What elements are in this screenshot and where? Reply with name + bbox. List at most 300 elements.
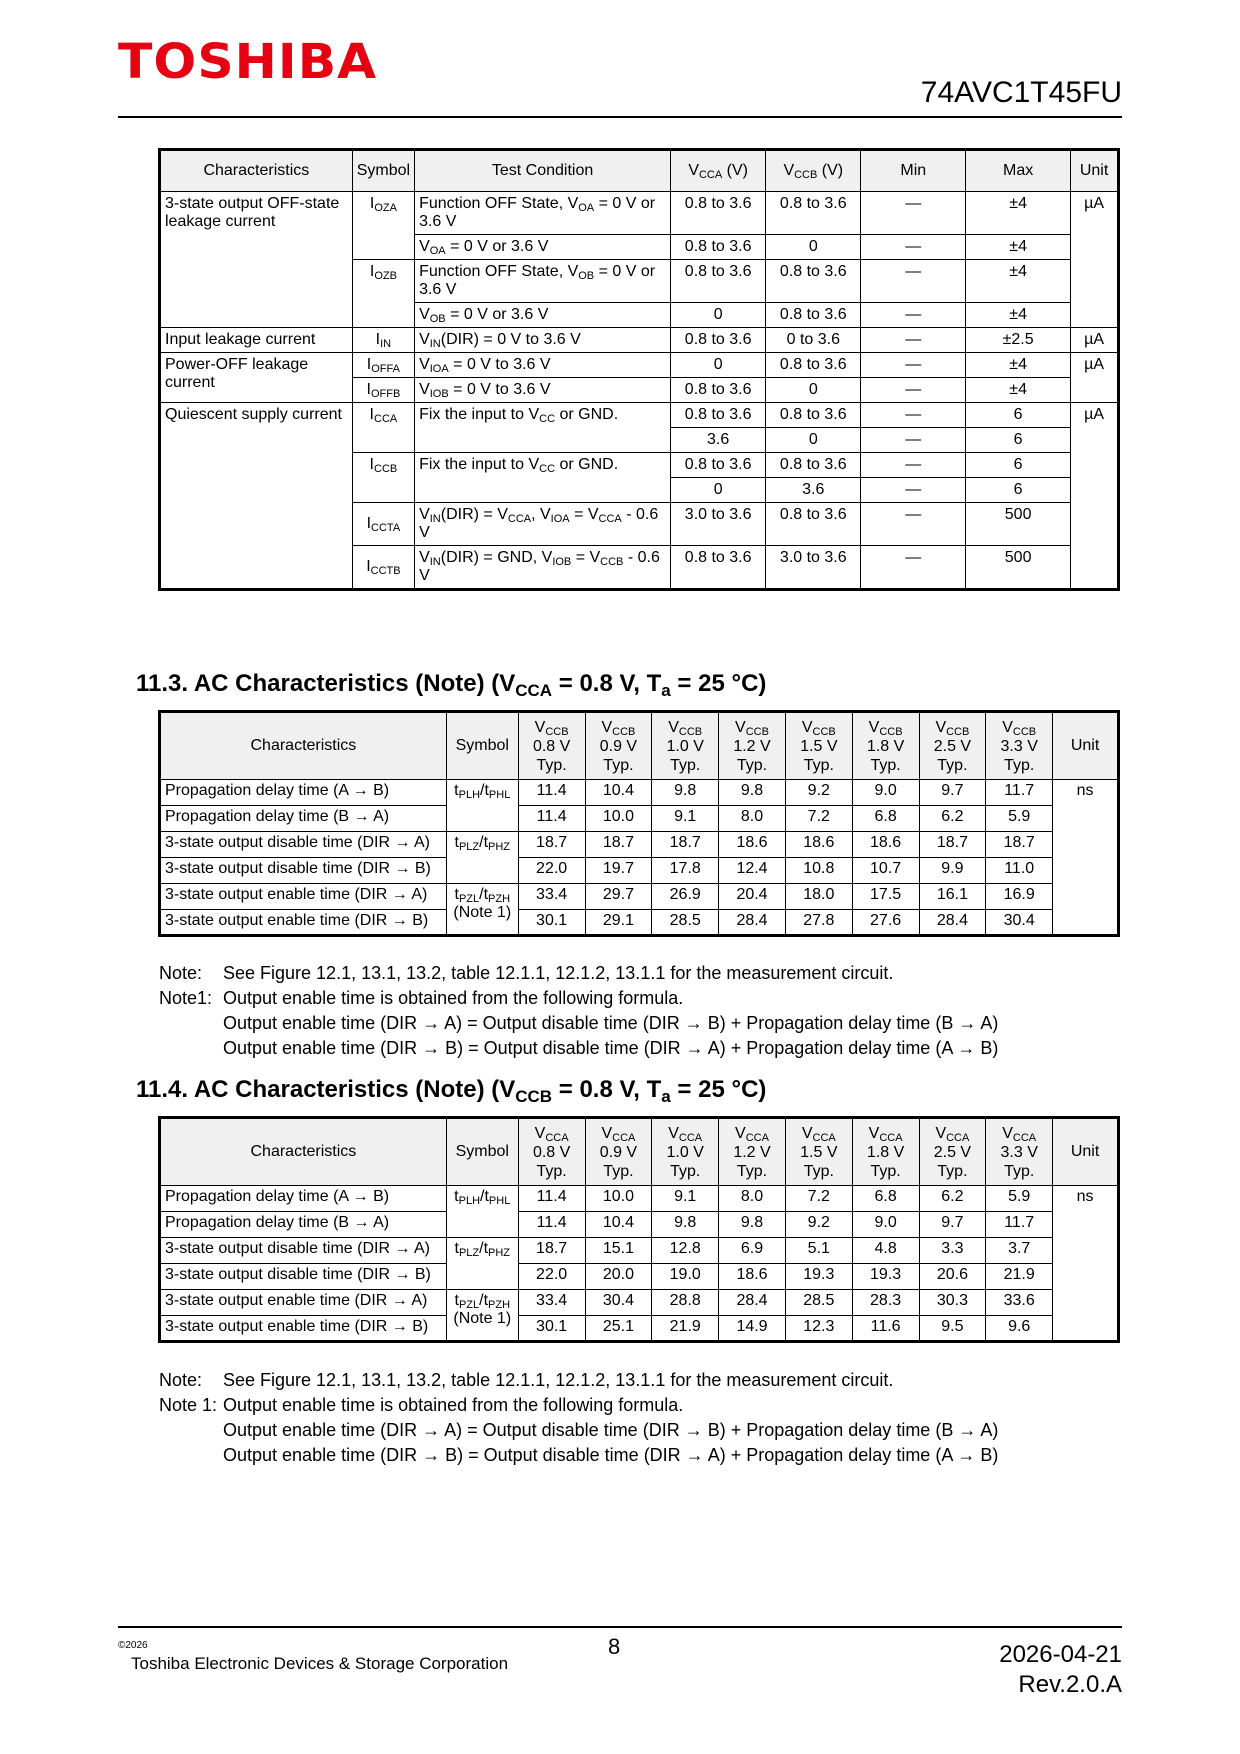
cell-typ-value: 11.6 <box>852 1316 919 1342</box>
cell-typ-value: 10.8 <box>785 858 852 884</box>
header-characteristics: Characteristics <box>160 150 353 192</box>
dc-characteristics-table <box>158 148 1120 591</box>
cell-typ-value: 20.6 <box>919 1264 986 1290</box>
cell-typ-value: 14.9 <box>719 1316 786 1342</box>
cell-symbol: $I_{OFFB}$ <box>352 378 414 403</box>
cell-min: — <box>861 303 966 328</box>
cell-vccb: 3.0 to 3.6 <box>766 546 861 590</box>
cell-typ-value: 28.8 <box>652 1290 719 1316</box>
cell-typ-value: 30.1 <box>518 910 585 936</box>
cell-min: — <box>861 378 966 403</box>
table-header-row <box>160 150 1119 192</box>
cell-vccb: 0.8 to 3.6 <box>766 403 861 428</box>
cell-vcca: 0 <box>671 478 766 503</box>
cell-characteristics: 3-state output disable time (DIR → B) <box>160 1264 447 1290</box>
cell-min: — <box>861 192 966 235</box>
cell-min: — <box>861 478 966 503</box>
cell-typ-value: 6.2 <box>919 806 986 832</box>
cell-typ-value: 15.1 <box>585 1238 652 1264</box>
note-label: Note 1: <box>159 1395 218 1415</box>
table-row <box>160 1316 1119 1342</box>
cell-typ-value: 6.2 <box>919 1186 986 1212</box>
cell-typ-value: 6.8 <box>852 806 919 832</box>
cell-vcca: 3.6 <box>671 428 766 453</box>
cell-typ-value: 19.0 <box>652 1264 719 1290</box>
cell-typ-value: 9.7 <box>919 1212 986 1238</box>
cell-min: — <box>861 503 966 546</box>
header-vcc: $V_{CCB}$ <box>668 718 703 738</box>
cell-vccb: 0.8 to 3.6 <box>766 303 861 328</box>
cell-typ-value: 18.0 <box>785 884 852 910</box>
cell-vcca: 0.8 to 3.6 <box>671 403 766 428</box>
cell-typ-value: 18.7 <box>919 832 986 858</box>
cell-vccb: 0 <box>766 378 861 403</box>
cell-typ-value: 5.9 <box>986 806 1053 832</box>
header-vcc: $V_{CCA}$ <box>601 1124 636 1144</box>
header-volt: 1.5 V <box>800 737 838 755</box>
cell-symbol <box>446 884 518 936</box>
header-typ: Typ. <box>803 756 834 774</box>
cell-typ-value: 18.6 <box>785 832 852 858</box>
cell-symbol: $I_{OFFA}$ <box>352 353 414 378</box>
cell-typ-value: 9.8 <box>652 1212 719 1238</box>
toshiba-logo: TOSHIBA <box>118 34 378 90</box>
cell-typ-value: 9.2 <box>785 780 852 806</box>
header-voltage <box>785 712 852 780</box>
section-heading-11-4: 11.4. AC Characteristics (Note) ($V_{CCB} = 0.8$ V, $T_a = 25$ °C) <box>136 1076 767 1106</box>
cell-typ-value: 28.4 <box>919 910 986 936</box>
cell-characteristics: Power-OFF leakage current <box>160 353 353 403</box>
header-vcca: $V_{CCA}$ (V) <box>671 150 766 192</box>
cell-vccb: 3.6 <box>766 478 861 503</box>
header-volt: 2.5 V <box>933 1143 972 1161</box>
symbol-text: $t_{PLZ}/t_{PHZ}$ <box>454 834 511 853</box>
cell-typ-value: 3.7 <box>986 1238 1053 1264</box>
header-vcc: $V_{CCA}$ <box>868 1124 903 1144</box>
cell-max: ±4 <box>966 235 1071 260</box>
header-symbol: Symbol <box>446 712 518 780</box>
header-vcc: $V_{CCA}$ <box>935 1124 970 1144</box>
cell-vcca: 0.8 to 3.6 <box>671 235 766 260</box>
note-label: Note: <box>159 963 203 983</box>
cell-typ-value: 11.0 <box>986 858 1053 884</box>
cell-max: 6 <box>966 403 1071 428</box>
cell-unit: µA <box>1071 192 1119 328</box>
cell-characteristics: 3-state output enable time (DIR → A) <box>160 884 447 910</box>
cell-typ-value: 11.4 <box>518 780 585 806</box>
cell-typ-value: 10.0 <box>585 806 652 832</box>
cell-typ-value: 16.9 <box>986 884 1053 910</box>
cell-typ-value: 10.4 <box>585 1212 652 1238</box>
cell-typ-value: 30.4 <box>986 910 1053 936</box>
cell-max: ±4 <box>966 378 1071 403</box>
cell-min: — <box>861 353 966 378</box>
cell-typ-value: 17.5 <box>852 884 919 910</box>
cell-unit: µA <box>1071 328 1119 353</box>
note-text: Output enable time is obtained from the following formula. <box>223 988 684 1008</box>
header-vcc: $V_{CCB}$ <box>1002 718 1037 738</box>
cell-typ-value: 30.4 <box>585 1290 652 1316</box>
header-vcc: $V_{CCB}$ <box>735 718 769 738</box>
corporation-name: Toshiba Electronic Devices & Storage Corporation <box>131 1654 509 1673</box>
cell-max: 6 <box>966 478 1071 503</box>
header-volt: 1.0 V <box>666 737 704 755</box>
cell-unit: ns <box>1053 780 1119 936</box>
cell-typ-value: 26.9 <box>652 884 719 910</box>
cell-characteristics: Propagation delay time (B → A) <box>160 1212 447 1238</box>
cell-min: — <box>861 428 966 453</box>
cell-typ-value: 10.7 <box>852 858 919 884</box>
header-voltage <box>919 1118 986 1186</box>
table-row <box>160 858 1119 884</box>
cell-vcca: 0.8 to 3.6 <box>671 546 766 590</box>
table-row <box>160 1264 1119 1290</box>
cell-typ-value: 9.8 <box>719 780 786 806</box>
cell-typ-value: 6.9 <box>719 1238 786 1264</box>
header-rule <box>118 116 1122 118</box>
cell-vccb: 0 <box>766 428 861 453</box>
cell-condition: $V_{IN}(DIR) = V_{CCA}$, $V_{IOA} = V_{CCA} - 0.6$ V <box>415 503 671 546</box>
cell-vccb: 0.8 to 3.6 <box>766 353 861 378</box>
cell-typ-value: 16.1 <box>919 884 986 910</box>
symbol-note: (Note 1) <box>453 1310 512 1327</box>
header-voltage <box>719 1118 786 1186</box>
cell-typ-value: 18.7 <box>986 832 1053 858</box>
cell-typ-value: 12.3 <box>785 1316 852 1342</box>
cell-typ-value: 9.7 <box>919 780 986 806</box>
note-formula: Output enable time (DIR → A) = Output disable time (DIR → B) + Propagation delay time (B → A) <box>223 1420 999 1440</box>
header-vcc: $V_{CCA}$ <box>668 1124 703 1144</box>
cell-condition: Function OFF State, $V_{OA} = 0$ V or 3.6 V <box>415 192 671 235</box>
header-typ: Typ. <box>1004 1162 1035 1180</box>
table-row <box>160 328 1119 353</box>
cell-typ-value: 22.0 <box>518 1264 585 1290</box>
header-volt: 1.2 V <box>733 737 771 755</box>
header-volt: 0.8 V <box>532 737 571 755</box>
cell-typ-value: 5.9 <box>986 1186 1053 1212</box>
cell-vcca: 0.8 to 3.6 <box>671 192 766 235</box>
header-typ: Typ. <box>736 1162 768 1180</box>
header-volt: 1.5 V <box>800 1143 838 1161</box>
cell-typ-value: 6.8 <box>852 1186 919 1212</box>
symbol-text: $t_{PLH}/t_{PHL}$ <box>454 782 511 801</box>
cell-typ-value: 8.0 <box>719 806 786 832</box>
cell-symbol: $I_{IN}$ <box>352 328 414 353</box>
cell-min: — <box>861 260 966 303</box>
header-typ: Typ. <box>937 1162 968 1180</box>
cell-typ-value: 19.3 <box>852 1264 919 1290</box>
header-vccb: $V_{CCB}$ (V) <box>766 150 861 192</box>
cell-symbol <box>446 1290 518 1342</box>
cell-condition: $V_{IN}(DIR)$ = GND, $V_{IOB} = V_{CCB} - 0.6$ V <box>415 546 671 590</box>
table-row <box>160 806 1119 832</box>
header-typ: Typ. <box>670 756 701 774</box>
cell-typ-value: 18.7 <box>652 832 719 858</box>
note-formula: Output enable time (DIR → B) = Output disable time (DIR → A) + Propagation delay time (A → B) <box>223 1445 999 1465</box>
header-vcc: $V_{CCA}$ <box>1002 1124 1037 1144</box>
symbol-text: $t_{PLH}/t_{PHL}$ <box>454 1188 511 1207</box>
cell-typ-value: 10.4 <box>585 780 652 806</box>
header-min: Min <box>861 150 966 192</box>
cell-typ-value: 18.6 <box>852 832 919 858</box>
cell-unit: ns <box>1053 1186 1119 1342</box>
header-typ: Typ. <box>1004 756 1035 774</box>
note-formula: Output enable time (DIR → B) = Output disable time (DIR → A) + Propagation delay time (A → B) <box>223 1038 999 1058</box>
note-text: See Figure 12.1, 13.1, 13.2, table 12.1.1, 12.1.2, 13.1.1 for the measurement circuit. <box>223 963 894 983</box>
cell-typ-value: 29.1 <box>585 910 652 936</box>
cell-typ-value: 28.5 <box>652 910 719 936</box>
cell-typ-value: 20.0 <box>585 1264 652 1290</box>
cell-max: ±4 <box>966 260 1071 303</box>
cell-unit: µA <box>1071 403 1119 590</box>
cell-typ-value: 11.4 <box>518 1186 585 1212</box>
header-unit: Unit <box>1053 1118 1119 1186</box>
cell-typ-value: 9.6 <box>986 1316 1053 1342</box>
cell-typ-value: 11.7 <box>986 1212 1053 1238</box>
symbol-note: (Note 1) <box>453 904 512 921</box>
part-number: 74AVC1T45FU <box>920 76 1122 109</box>
footer-rule <box>118 1626 1122 1628</box>
cell-vccb: 0 to 3.6 <box>766 328 861 353</box>
cell-typ-value: 11.4 <box>518 806 585 832</box>
header-voltage <box>852 1118 919 1186</box>
cell-symbol <box>446 832 518 884</box>
header-volt: 1.8 V <box>866 1143 905 1161</box>
cell-vcca: 0.8 to 3.6 <box>671 328 766 353</box>
ac-characteristics-table <box>158 710 1120 937</box>
header-characteristics: Characteristics <box>160 1118 447 1186</box>
header-unit: Unit <box>1053 712 1119 780</box>
cell-symbol: $I_{CCB}$ <box>352 453 414 503</box>
cell-typ-value: 11.4 <box>518 1212 585 1238</box>
symbol-text: $t_{PZL}/t_{PZH}$ <box>454 886 511 905</box>
cell-vcca: 0.8 to 3.6 <box>671 378 766 403</box>
table-row <box>160 910 1119 936</box>
header-max: Max <box>966 150 1071 192</box>
cell-typ-value: 30.1 <box>518 1316 585 1342</box>
cell-typ-value: 29.7 <box>585 884 652 910</box>
cell-typ-value: 18.7 <box>518 832 585 858</box>
cell-min: — <box>861 546 966 590</box>
cell-typ-value: 20.4 <box>719 884 786 910</box>
table-header-row <box>160 712 1119 780</box>
header-volt: 0.9 V <box>599 1143 638 1161</box>
cell-vccb: 0 <box>766 235 861 260</box>
header-characteristics: Characteristics <box>160 712 447 780</box>
cell-characteristics: Propagation delay time (A → B) <box>160 780 447 806</box>
table-row <box>160 832 1119 858</box>
cell-typ-value: 7.2 <box>785 806 852 832</box>
cell-typ-value: 4.8 <box>852 1238 919 1264</box>
cell-typ-value: 33.6 <box>986 1290 1053 1316</box>
cell-typ-value: 27.6 <box>852 910 919 936</box>
cell-typ-value: 7.2 <box>785 1186 852 1212</box>
header-volt: 2.5 V <box>933 737 972 755</box>
cell-typ-value: 21.9 <box>652 1316 719 1342</box>
symbol-text: $t_{PLZ}/t_{PHZ}$ <box>454 1240 511 1259</box>
cell-characteristics: Propagation delay time (B → A) <box>160 806 447 832</box>
cell-condition: $V_{IN}(DIR) = 0$ V to 3.6 V <box>415 328 671 353</box>
table-row <box>160 780 1119 806</box>
cell-typ-value: 18.6 <box>719 1264 786 1290</box>
cell-characteristics: 3-state output enable time (DIR → B) <box>160 910 447 936</box>
cell-typ-value: 18.7 <box>585 832 652 858</box>
cell-characteristics: Quiescent supply current <box>160 403 353 590</box>
header-test-condition: Test Condition <box>415 150 671 192</box>
header-voltage <box>518 712 585 780</box>
cell-symbol: $I_{CCA}$ <box>352 403 414 453</box>
header-typ: Typ. <box>603 756 634 774</box>
header-typ: Typ. <box>803 1162 834 1180</box>
cell-max: 500 <box>966 546 1071 590</box>
cell-typ-value: 9.2 <box>785 1212 852 1238</box>
header-vcc: $V_{CCB}$ <box>601 718 636 738</box>
header-typ: Typ. <box>870 756 901 774</box>
cell-condition: Fix the input to $V_{CC}$ or GND. <box>415 453 671 503</box>
header-vcc: $V_{CCB}$ <box>534 718 569 738</box>
cell-max: ±2.5 <box>966 328 1071 353</box>
header-voltage <box>986 1118 1053 1186</box>
cell-typ-value: 9.0 <box>852 1212 919 1238</box>
cell-symbol <box>446 1186 518 1238</box>
header-vcc: $V_{CCA}$ <box>735 1124 769 1144</box>
header-unit: Unit <box>1071 150 1119 192</box>
notes-11-3 <box>159 961 998 1061</box>
header-symbol: Symbol <box>446 1118 518 1186</box>
cell-typ-value: 9.9 <box>919 858 986 884</box>
cell-condition: $V_{OA} = 0$ V or 3.6 V <box>415 235 671 260</box>
cell-typ-value: 9.0 <box>852 780 919 806</box>
header-typ: Typ. <box>937 756 968 774</box>
header-volt: 1.8 V <box>866 737 905 755</box>
table-row <box>160 403 1119 428</box>
cell-typ-value: 9.5 <box>919 1316 986 1342</box>
footer-date-block <box>999 1640 1122 1700</box>
cell-vccb: 0.8 to 3.6 <box>766 192 861 235</box>
header-symbol: Symbol <box>352 150 414 192</box>
header-voltage <box>852 712 919 780</box>
cell-vcca: 0.8 to 3.6 <box>671 260 766 303</box>
note-text: Output enable time is obtained from the following formula. <box>223 1395 684 1415</box>
header-typ: Typ. <box>603 1162 634 1180</box>
header-volt: 1.0 V <box>666 1143 704 1161</box>
cell-typ-value: 33.4 <box>518 1290 585 1316</box>
header-voltage <box>585 712 652 780</box>
header-typ: Typ. <box>736 756 768 774</box>
cell-condition: $V_{IOA} = 0$ V to 3.6 V <box>415 353 671 378</box>
cell-typ-value: 12.4 <box>719 858 786 884</box>
ac-characteristics-table <box>158 1116 1120 1343</box>
cell-typ-value: 19.7 <box>585 858 652 884</box>
cell-typ-value: 21.9 <box>986 1264 1053 1290</box>
cell-typ-value: 5.1 <box>785 1238 852 1264</box>
cell-min: — <box>861 328 966 353</box>
cell-characteristics: 3-state output disable time (DIR → A) <box>160 1238 447 1264</box>
header-voltage <box>652 1118 719 1186</box>
header-voltage <box>986 712 1053 780</box>
cell-typ-value: 3.3 <box>919 1238 986 1264</box>
cell-unit: µA <box>1071 353 1119 403</box>
document-revision: Rev.2.0.A <box>1018 1671 1122 1698</box>
cell-typ-value: 10.0 <box>585 1186 652 1212</box>
cell-vcca: 3.0 to 3.6 <box>671 503 766 546</box>
document-date: 2026-04-21 <box>999 1641 1122 1668</box>
header-voltage <box>585 1118 652 1186</box>
cell-vccb: 0.8 to 3.6 <box>766 453 861 478</box>
header-vcc: $V_{CCB}$ <box>801 718 836 738</box>
cell-typ-value: 17.8 <box>652 858 719 884</box>
cell-typ-value: 18.6 <box>719 832 786 858</box>
cell-typ-value: 9.8 <box>652 780 719 806</box>
header-vcc: $V_{CCB}$ <box>868 718 903 738</box>
cell-typ-value: 28.4 <box>719 1290 786 1316</box>
notes-11-4 <box>159 1368 998 1468</box>
cell-symbol: $I_{OZA}$ <box>352 192 414 260</box>
header-vcc: $V_{CCA}$ <box>801 1124 836 1144</box>
cell-condition: $V_{IOB} = 0$ V to 3.6 V <box>415 378 671 403</box>
cell-characteristics: Input leakage current <box>160 328 353 353</box>
cell-condition: Function OFF State, $V_{OB} = 0$ V or 3.6 V <box>415 260 671 303</box>
cell-typ-value: 30.3 <box>919 1290 986 1316</box>
cell-min: — <box>861 235 966 260</box>
header-voltage <box>785 1118 852 1186</box>
note-text: See Figure 12.1, 13.1, 13.2, table 12.1.1, 12.1.2, 13.1.1 for the measurement circuit. <box>223 1370 894 1390</box>
cell-typ-value: 28.4 <box>719 910 786 936</box>
cell-condition: Fix the input to $V_{CC}$ or GND. <box>415 403 671 453</box>
header-volt: 3.3 V <box>1000 737 1038 755</box>
cell-typ-value: 11.7 <box>986 780 1053 806</box>
symbol-text: $t_{PZL}/t_{PZH}$ <box>454 1292 511 1311</box>
cell-typ-value: 27.8 <box>785 910 852 936</box>
cell-typ-value: 9.1 <box>652 1186 719 1212</box>
cell-characteristics: 3-state output disable time (DIR → A) <box>160 832 447 858</box>
header-voltage <box>652 712 719 780</box>
cell-max: 6 <box>966 428 1071 453</box>
page-number: 8 <box>608 1634 621 1659</box>
header-voltage <box>919 712 986 780</box>
table-row <box>160 353 1119 378</box>
header-typ: Typ. <box>536 1162 567 1180</box>
header-volt: 3.3 V <box>1000 1143 1038 1161</box>
cell-max: ±4 <box>966 303 1071 328</box>
cell-max: ±4 <box>966 353 1071 378</box>
cell-min: — <box>861 453 966 478</box>
header-typ: Typ. <box>870 1162 901 1180</box>
cell-characteristics: 3-state output enable time (DIR → B) <box>160 1316 447 1342</box>
cell-symbol: $I_{CCTB}$ <box>352 546 414 590</box>
table-row <box>160 1290 1119 1316</box>
cell-characteristics: 3-state output disable time (DIR → B) <box>160 858 447 884</box>
cell-characteristics: 3-state output OFF-state leakage current <box>160 192 353 328</box>
table-row <box>160 1212 1119 1238</box>
cell-symbol <box>446 1238 518 1290</box>
table-row <box>160 1186 1119 1212</box>
cell-typ-value: 28.5 <box>785 1290 852 1316</box>
cell-max: 500 <box>966 503 1071 546</box>
cell-symbol: $I_{OZB}$ <box>352 260 414 328</box>
header-volt: 0.9 V <box>599 737 638 755</box>
header-volt: 1.2 V <box>733 1143 771 1161</box>
cell-vccb: 0.8 to 3.6 <box>766 260 861 303</box>
header-typ: Typ. <box>670 1162 701 1180</box>
cell-typ-value: 25.1 <box>585 1316 652 1342</box>
note-label: Note: <box>159 1370 203 1390</box>
table-row <box>160 884 1119 910</box>
cell-symbol <box>446 780 518 832</box>
cell-characteristics: 3-state output enable time (DIR → A) <box>160 1290 447 1316</box>
header-volt: 0.8 V <box>532 1143 571 1161</box>
cell-symbol: $I_{CCTA}$ <box>352 503 414 546</box>
